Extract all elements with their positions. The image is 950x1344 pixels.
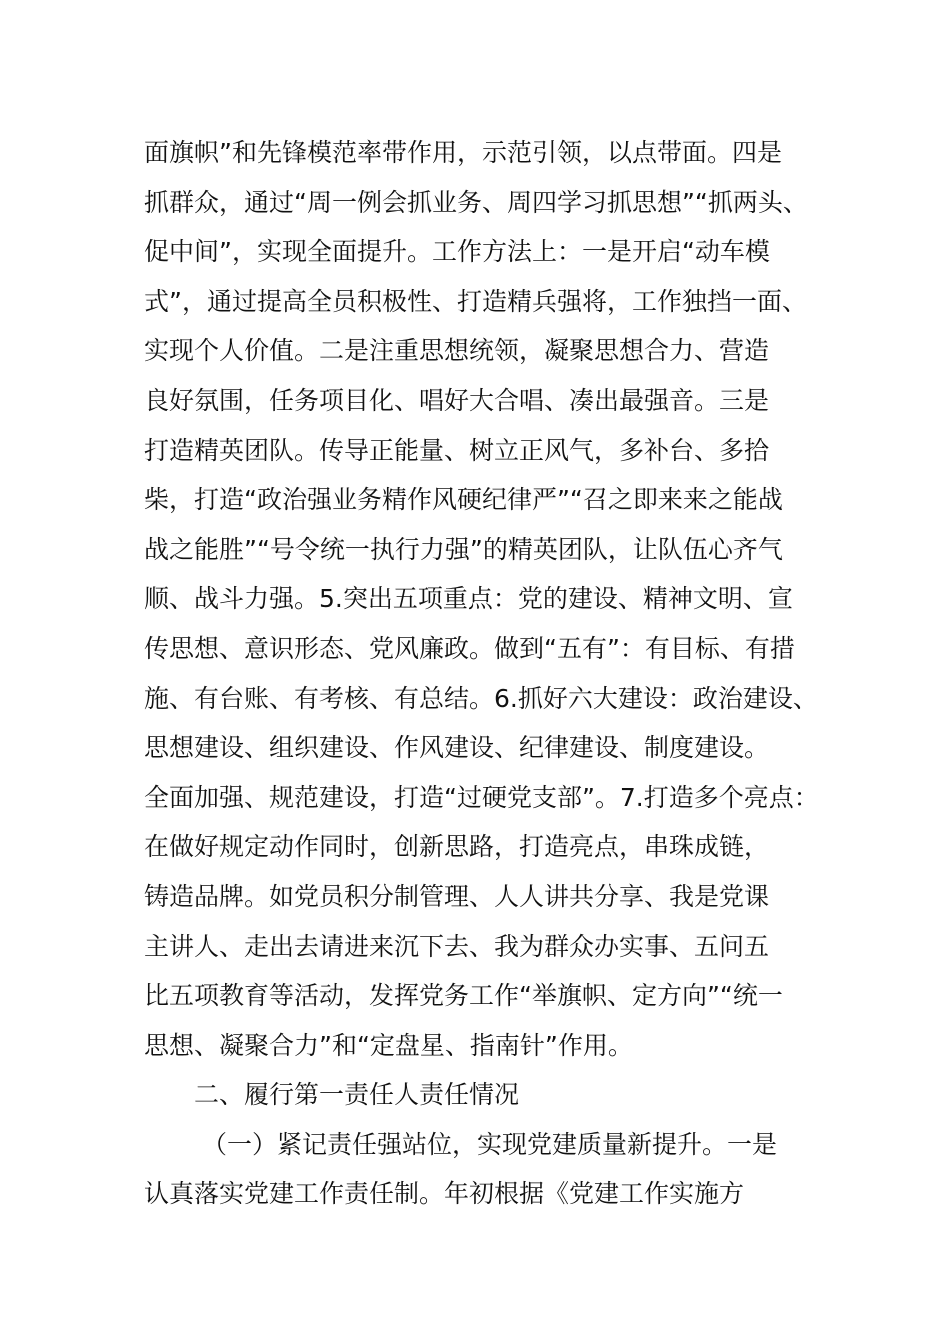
paragraph-line: 顺、战斗力强。5.突出五项重点：党的建设、精神文明、宣 [144,584,793,614]
paragraph-line: 全面加强、规范建设，打造“过硬党支部”。7.打造多个亮点： [144,782,819,812]
paragraph-line: 柴，打造“政治强业务精作风硬纪律严”“召之即来来之能战 [144,485,783,515]
paragraph-line: 促中间”，实现全面提升。工作方法上：一是开启“动车模 [144,237,770,267]
paragraph-line: 式”，通过提高全员积极性、打造精兵强将，工作独挡一面、 [144,286,807,316]
paragraph-line: 施、有台账、有考核、有总结。6.抓好六大建设：政治建设、 [144,683,818,713]
paragraph-line: 实现个人价值。二是注重思想统领，凝聚思想合力、营造 [144,336,770,366]
section-heading: 二、履行第一责任人责任情况 [194,1080,520,1110]
paragraph-line: 思想、凝聚合力”和“定盘星、指南针”作用。 [144,1030,633,1060]
paragraph-line: 传思想、意识形态、党风廉政。做到“五有”：有目标、有措 [144,633,795,663]
paragraph-line: 在做好规定动作同时，创新思路，打造亮点，串珠成链， [144,832,770,862]
paragraph-line: 比五项教育等活动，发挥党务工作“举旗帜、定方向”“统一 [144,981,783,1011]
subsection-heading-line: （一）紧记责任强站位，实现党建质量新提升。一是 [202,1129,778,1159]
paragraph-line: 面旗帜”和先锋模范率带作用，示范引领，以点带面。四是 [144,138,782,167]
paragraph-line: 思想建设、组织建设、作风建设、纪律建设、制度建设。 [144,733,770,763]
paragraph-line: 抓群众，通过“周一例会抓业务、周四学习抓思想”“抓两头、 [144,187,808,217]
paragraph-line: 打造精英团队。传导正能量、树立正风气，多补台、多拾 [144,435,770,465]
paragraph-line: 认真落实党建工作责任制。年初根据《党建工作实施方 [144,1179,745,1209]
paragraph-line: 铸造品牌。如党员积分制管理、人人讲共分享、我是党课 [144,881,770,911]
document-body [144,128,844,1219]
paragraph-line: 主讲人、走出去请进来沉下去、我为群众办实事、五问五 [144,931,770,961]
paragraph-line: 战之能胜”“号令统一执行力强”的精英团队，让队伍心齐气 [144,534,783,564]
paragraph-line: 良好氛围，任务项目化、唱好大合唱、凑出最强音。三是 [144,385,770,415]
